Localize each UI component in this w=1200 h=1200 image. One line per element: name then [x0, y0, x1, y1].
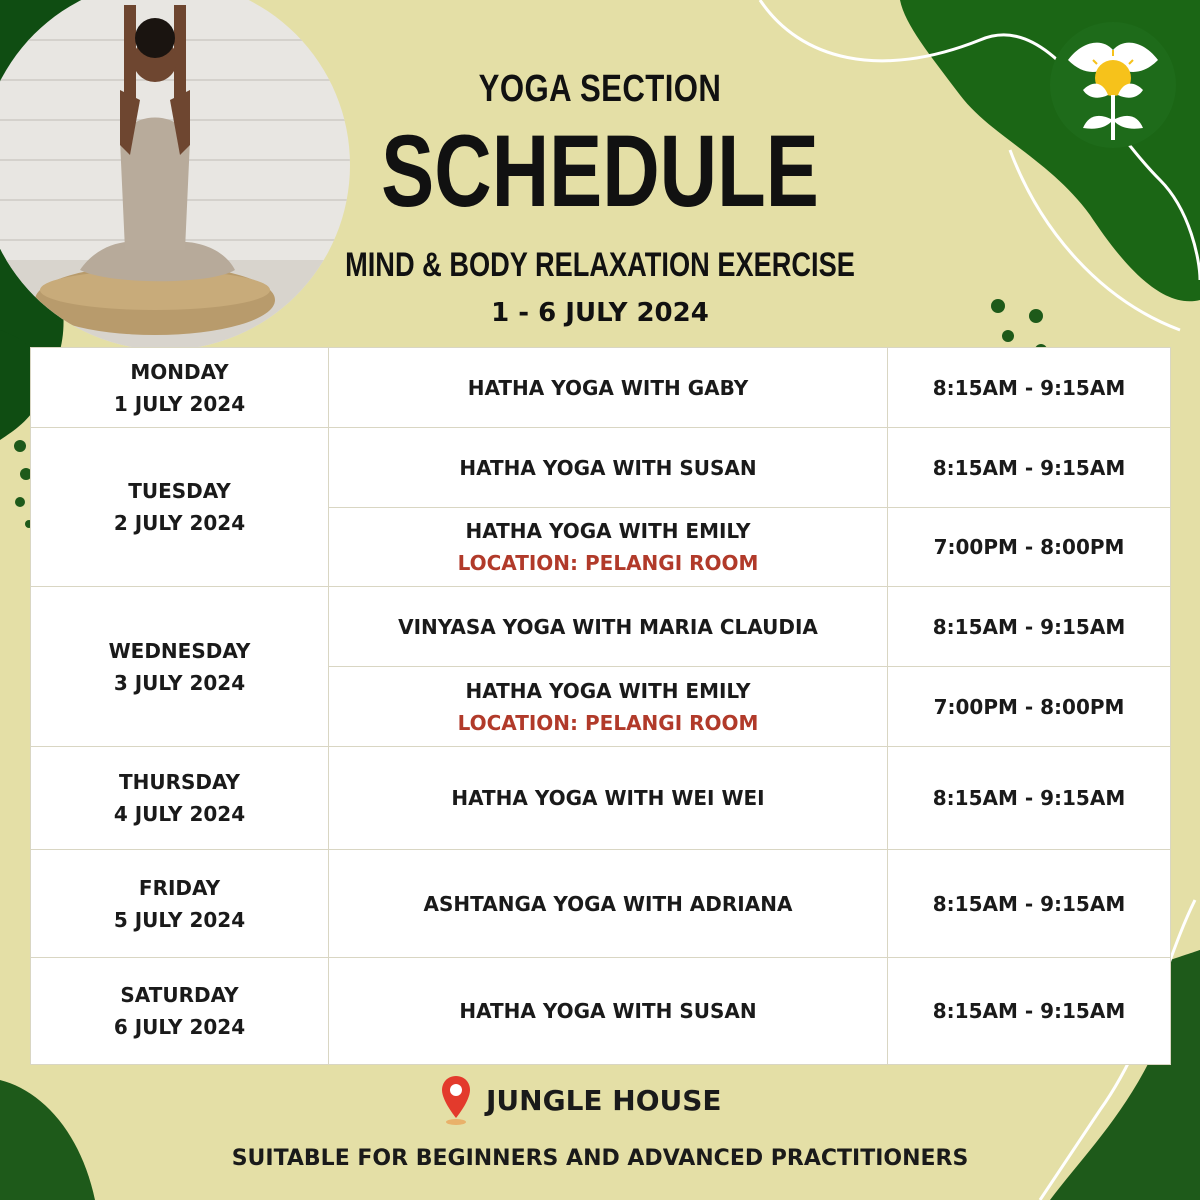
- day-name: MONDAY: [130, 359, 229, 384]
- class-cell: [329, 587, 888, 667]
- class-cell: [329, 850, 888, 958]
- day-date: 6 JULY 2024: [113, 1015, 246, 1039]
- day-cell: [31, 850, 329, 958]
- class-time: 8:15AM - 9:15AM: [932, 614, 1126, 639]
- class-cell: [329, 428, 888, 508]
- time-cell: [888, 508, 1171, 587]
- day-name: SATURDAY: [120, 983, 239, 1007]
- day-date: 2 JULY 2024: [113, 511, 246, 535]
- day-name: TUESDAY: [128, 479, 231, 503]
- day-name: THURSDAY: [118, 770, 241, 794]
- class-cell: [329, 958, 888, 1065]
- class-location: LOCATION: PELANGI ROOM: [457, 551, 759, 575]
- venue-name: JUNGLE HOUSE: [486, 1083, 722, 1117]
- table-row: [31, 747, 1171, 850]
- table-row: [31, 428, 1171, 508]
- map-pin-icon: [440, 1074, 472, 1126]
- day-date: 5 JULY 2024: [113, 907, 246, 932]
- class-cell: [329, 348, 888, 428]
- day-cell: [31, 747, 329, 850]
- time-cell: [888, 850, 1171, 958]
- table-row: [31, 850, 1171, 958]
- class-time: 7:00PM - 8:00PM: [933, 694, 1125, 719]
- table-row: [31, 348, 1171, 428]
- class-name: HATHA YOGA WITH SUSAN: [459, 455, 757, 480]
- class-location: LOCATION: PELANGI ROOM: [457, 710, 759, 735]
- class-name: HATHA YOGA WITH GABY: [467, 375, 749, 400]
- class-name: HATHA YOGA WITH WEI WEI: [451, 786, 765, 810]
- table-row: [31, 587, 1171, 667]
- class-name: VINYASA YOGA WITH MARIA CLAUDIA: [398, 614, 818, 639]
- day-cell: [31, 428, 329, 587]
- day-cell: [31, 348, 329, 428]
- time-cell: [888, 747, 1171, 850]
- class-time: 8:15AM - 9:15AM: [932, 375, 1126, 400]
- time-cell: [888, 587, 1171, 667]
- day-date: 4 JULY 2024: [113, 802, 246, 826]
- time-cell: [888, 958, 1171, 1065]
- day-name: FRIDAY: [138, 875, 221, 900]
- class-time: 8:15AM - 9:15AM: [932, 891, 1126, 916]
- class-cell: [329, 747, 888, 850]
- page-subtitle: MIND & BODY RELAXATION EXERCISE: [345, 246, 855, 284]
- date-range: 1 - 6 JULY 2024: [491, 298, 709, 328]
- table-row: [31, 958, 1171, 1065]
- class-name: HATHA YOGA WITH EMILY: [465, 678, 751, 703]
- class-cell: [329, 667, 888, 747]
- class-name: ASHTANGA YOGA WITH ADRIANA: [423, 891, 793, 916]
- time-cell: [888, 428, 1171, 508]
- day-cell: [31, 587, 329, 747]
- day-date: 3 JULY 2024: [113, 670, 246, 695]
- class-time: 8:15AM - 9:15AM: [932, 455, 1126, 480]
- time-cell: [888, 348, 1171, 428]
- class-name: HATHA YOGA WITH EMILY: [465, 519, 751, 543]
- page-title: SCHEDULE: [381, 114, 819, 228]
- time-cell: [888, 667, 1171, 747]
- venue: [440, 1072, 722, 1128]
- day-cell: [31, 958, 329, 1065]
- class-time: 8:15AM - 9:15AM: [932, 786, 1126, 810]
- day-date: 1 JULY 2024: [113, 391, 246, 416]
- day-name: WEDNESDAY: [108, 638, 251, 663]
- class-time: 8:15AM - 9:15AM: [932, 999, 1126, 1023]
- class-time: 7:00PM - 8:00PM: [933, 535, 1125, 559]
- audience-note: SUITABLE FOR BEGINNERS AND ADVANCED PRACTITIONERS: [231, 1146, 969, 1171]
- class-name: HATHA YOGA WITH SUSAN: [459, 999, 757, 1023]
- section-kicker: YOGA SECTION: [478, 68, 722, 110]
- class-cell: [329, 508, 888, 587]
- schedule-table: [30, 347, 1171, 1065]
